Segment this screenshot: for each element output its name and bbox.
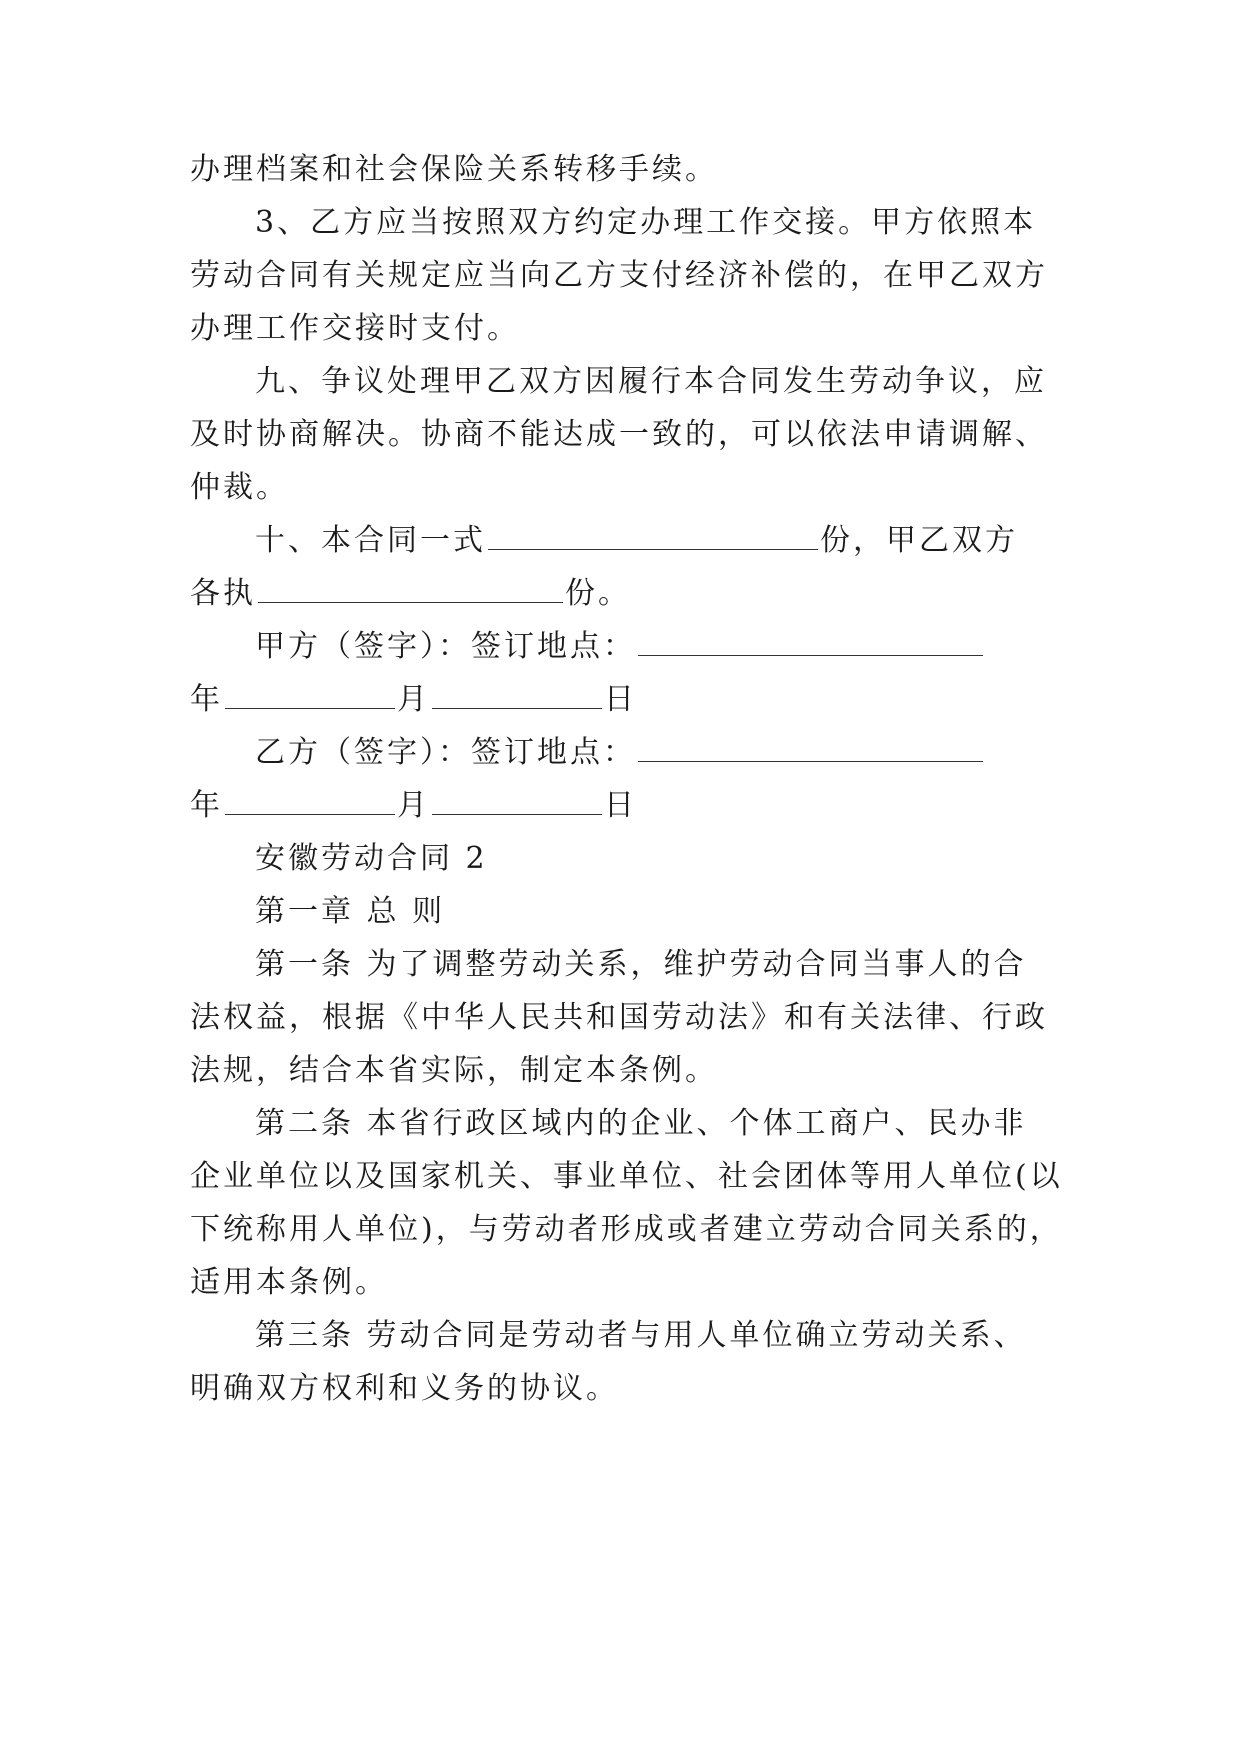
text-line: 法规，结合本省实际，制定本条例。 <box>190 1053 718 1088</box>
text-line: 及时协商解决。协商不能达成一致的，可以依法申请调解、 <box>190 417 1048 452</box>
text-line: 企业单位以及国家机关、事业单位、社会团体等用人单位(以 <box>190 1159 1063 1194</box>
text-line: 办理档案和社会保险关系转移手续。 <box>190 152 718 187</box>
party-b-place-blank[interactable] <box>638 733 983 762</box>
each-holds-suffix: 份。 <box>565 576 631 611</box>
party-a-label: 甲方（签字）：签订地点： <box>255 629 636 664</box>
party-a-date-line <box>190 680 637 720</box>
text-line: 第三条 劳动合同是劳动者与用人单位确立劳动关系、 <box>255 1318 1027 1353</box>
copies-suffix: 份，甲乙双方 <box>820 523 1018 558</box>
year-label: 年 <box>190 682 223 717</box>
text-line: 第一条 为了调整劳动关系，维护劳动合同当事人的合 <box>255 947 1027 982</box>
text-line: 九、争议处理甲乙双方因履行本合同发生劳动争议，应 <box>255 364 1047 399</box>
text-line: 仲裁。 <box>190 470 289 505</box>
text-line: 下统称用人单位)，与劳动者形成或者建立劳动合同关系的， <box>190 1212 1063 1247</box>
day-label: 日 <box>604 682 637 717</box>
each-holds-blank[interactable] <box>258 574 563 603</box>
year-blank[interactable] <box>225 786 395 815</box>
text-line: 明确双方权利和义务的协议。 <box>190 1371 619 1406</box>
section-title: 安徽劳动合同 2 <box>255 841 488 876</box>
year-label: 年 <box>190 788 223 823</box>
party-b-date-line <box>190 786 637 826</box>
month-blank[interactable] <box>432 680 602 709</box>
text-line: 劳动合同有关规定应当向乙方支付经济补偿的，在甲乙双方 <box>190 258 1048 293</box>
text-line: 第二条 本省行政区域内的企业、个体工商户、民办非 <box>255 1106 1027 1141</box>
text-line: 办理工作交接时支付。 <box>190 311 520 346</box>
month-label: 月 <box>397 788 430 823</box>
each-holds-label: 各执 <box>190 576 256 611</box>
party-b-label: 乙方（签字）：签订地点： <box>255 735 636 770</box>
copies-line <box>255 521 1018 561</box>
party-b-signature-line <box>255 733 985 773</box>
month-blank[interactable] <box>432 786 602 815</box>
party-a-place-blank[interactable] <box>638 627 983 656</box>
year-blank[interactable] <box>225 680 395 709</box>
month-label: 月 <box>397 682 430 717</box>
text-line: 3、乙方应当按照双方约定办理工作交接。甲方依照本 <box>255 205 1037 240</box>
day-label: 日 <box>604 788 637 823</box>
text-line: 适用本条例。 <box>190 1265 388 1300</box>
chapter-heading: 第一章 总 则 <box>255 894 446 929</box>
each-holds-line <box>190 574 631 614</box>
copies-label: 十、本合同一式 <box>255 523 486 558</box>
copies-blank[interactable] <box>488 521 818 550</box>
party-a-signature-line <box>255 627 985 667</box>
text-line: 法权益，根据《中华人民共和国劳动法》和有关法律、行政 <box>190 1000 1048 1035</box>
